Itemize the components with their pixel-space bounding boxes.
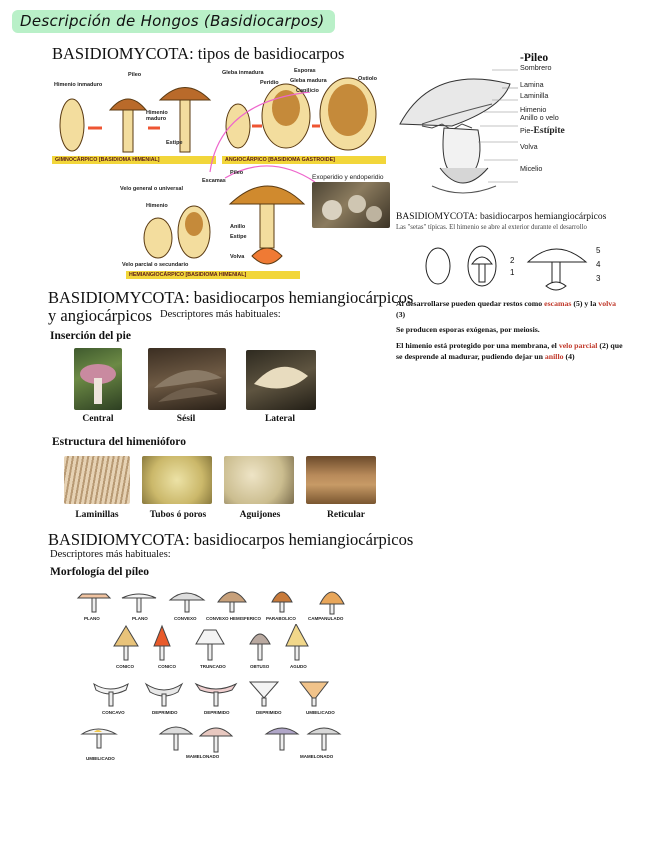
section3-heading: BASIDIOMYCOTA: basidiocarpos hemiangiocárpicos xyxy=(48,530,414,549)
hemi-label-himenio: Himenio xyxy=(146,203,168,209)
morfologia-title: Morfología del píleo xyxy=(50,566,150,578)
anatomy-label-pie: Pie xyxy=(520,126,531,136)
hemi-bar: HEMIANGIOCÁRPICO [BASIDIOMA HIMENIAL] xyxy=(126,271,300,279)
shape-label-conico-1: CONICO xyxy=(116,664,134,669)
exoperidio-photo xyxy=(312,182,390,228)
label-sesil: Sésil xyxy=(176,414,196,424)
anatomy-label-sombrero: Sombrero xyxy=(520,63,552,72)
anatomy-label-micelio: Micelio xyxy=(520,164,543,174)
hemi-label-pileo: Píleo xyxy=(230,170,244,176)
hemi-label-anillo: Anillo xyxy=(230,224,246,230)
shape-label-deprimido-2: DEPRIMIDO xyxy=(204,710,230,715)
angio-label-ostiolo: Ostiolo xyxy=(358,76,377,82)
himenoforo-title: Estructura del himenióforo xyxy=(52,436,186,448)
shape-label-parabolico: PARABOLICO xyxy=(266,616,296,621)
shapes-row2-illustration xyxy=(110,624,330,664)
hemi-diagram xyxy=(118,170,308,272)
hemi-label-velo-parcial: Velo parcial o secundario xyxy=(122,262,189,268)
note-esporas: Se producen esporas exógenas, por meiosis. xyxy=(396,325,540,334)
note-escamas: Al desarrollarse pueden quedar restos como escamas (5) y la volva (3) xyxy=(396,299,617,319)
shapes-row4-illustration xyxy=(80,722,350,756)
lateral-mushroom xyxy=(246,350,316,410)
photo-laminillas xyxy=(64,456,130,504)
label-central: Central xyxy=(82,414,114,424)
label-aguijones: Aguijones xyxy=(239,510,281,520)
shape-label-agudo: AGUDO xyxy=(290,664,307,669)
gimno-label-pileo: Pileo xyxy=(128,72,142,78)
development-diagram xyxy=(418,240,618,292)
section2-heading-line1: BASIDIOMYCOTA: basidiocarpos hemiangiocárpicos xyxy=(48,288,414,307)
photo-tubos-poros xyxy=(142,456,212,504)
section2-descriptores: Descriptores más habituales: xyxy=(160,309,281,320)
section1-heading: BASIDIOMYCOTA: tipos de basidiocarpos xyxy=(52,44,345,63)
shapes-row3-illustration xyxy=(92,678,342,708)
anatomy-label-volva: Volva xyxy=(520,142,538,152)
shapes-row2 xyxy=(110,624,330,664)
shape-label-campanulado: CAMPANULADO xyxy=(308,616,344,621)
note-velo: El himenio está protegido por una membrana, el velo parcial (2) que se desprende al madurar, pudiendo dejar un anillo (4) xyxy=(396,341,623,361)
gimno-bar: GIMNOCÁRPICO [BASIDIOMA HIMENIAL] xyxy=(52,156,216,164)
photo-sesil xyxy=(148,348,226,410)
gimno-label-estipe: Estipe xyxy=(166,140,183,146)
section2-heading-line2: y angiocárpicos xyxy=(48,306,153,325)
section3-descriptores: Descriptores más habituales: xyxy=(50,549,171,560)
anatomy-label-himenio: Himenio xyxy=(520,104,547,114)
shape-label-plano-2: PLANO xyxy=(132,616,148,621)
label-laminillas: Laminillas xyxy=(75,510,119,520)
angio-label-esporas: Esporas xyxy=(294,68,316,74)
label-tubos-poros: Tubos ó poros xyxy=(149,510,207,520)
dev-num-1: 1 xyxy=(510,268,515,277)
hemi-label-escamas: Escamas xyxy=(202,178,226,184)
anatomy-label-anillo: Anillo o velo xyxy=(520,112,559,122)
anatomy-pileo-label: -Pileo xyxy=(520,52,549,64)
shape-label-mamelonado-2: MAMELONADO xyxy=(300,754,334,759)
angio-bar: ANGIOCÁRPICO [BASIDIOMA GASTROIDE] xyxy=(222,156,386,164)
development-illustration xyxy=(418,240,618,292)
shape-label-concavo: CONCAVO xyxy=(102,710,125,715)
shapes-row1 xyxy=(76,586,366,620)
shape-label-conico-2: CONICO xyxy=(158,664,176,669)
anatomy-label-list xyxy=(520,64,565,174)
shape-label-deprimido-1: DEPRIMIDO xyxy=(152,710,178,715)
shapes-row4 xyxy=(80,722,350,756)
gimno-label-himenio-maduro: Himenio maduro xyxy=(146,110,168,122)
shape-label-deprimido-3: DEPRIMIDO xyxy=(256,710,282,715)
shape-label-umbilicado-2: UMBILICADO xyxy=(86,756,115,761)
puffball-shapes xyxy=(312,182,390,228)
photo-aguijones xyxy=(224,456,294,504)
dev-num-3: 3 xyxy=(596,274,601,283)
hemi-right-heading: BASIDIOMYCOTA: basidiocarpos hemiangiocárpicos xyxy=(396,212,607,222)
central-mushroom xyxy=(74,348,122,410)
shape-label-mamelonado-1: MAMELONADO xyxy=(186,754,220,759)
gimno-label-himenio-inmaduro: Himenio inmaduro xyxy=(54,82,103,88)
photo-lateral xyxy=(246,350,316,410)
hemi-label-estipe: Estipe xyxy=(230,234,247,240)
anatomy-diagram xyxy=(392,64,612,202)
shape-label-obtuso: OBTUSO xyxy=(250,664,270,669)
anatomy-label-laminilla: Laminilla xyxy=(520,91,549,101)
exoperidio-label: Exoperidio y endoperidio xyxy=(312,174,384,181)
shape-label-convexo: CONVEXO xyxy=(174,616,197,621)
hemi-right-subtitle: Las "setas" típicas. El himenio se abre al exterior durante el desarrollo xyxy=(396,224,587,231)
dev-num-4: 4 xyxy=(596,260,601,269)
angio-label-capilicio: Capilicio xyxy=(296,88,319,94)
dev-num-2: 2 xyxy=(510,256,515,265)
angio-label-gleba-madura: Gleba madura xyxy=(290,78,327,84)
dev-num-5: 5 xyxy=(596,246,601,255)
anatomy-illustration xyxy=(392,64,612,202)
label-reticular: Reticular xyxy=(327,510,365,520)
insercion-title: Inserción del pie xyxy=(50,330,131,342)
label-lateral: Lateral xyxy=(264,414,296,424)
angio-label-peridio: Peridio xyxy=(260,80,279,86)
anatomy-label-lamina: Lamina xyxy=(520,80,544,90)
page-title: Descripción de Hongos (Basidiocarpos) xyxy=(12,10,335,33)
sesil-mushroom xyxy=(148,348,226,410)
angio-label-gleba-inmadura: Gleba inmadura xyxy=(222,70,264,76)
shapes-row1-illustration xyxy=(76,586,366,616)
shape-label-umbilicado-1: UMBILICADO xyxy=(306,710,335,715)
hemi-label-velo-general: Velo general o universal xyxy=(120,186,183,192)
hemi-label-volva: Volva xyxy=(230,254,245,260)
shapes-row3 xyxy=(92,678,342,708)
photo-central xyxy=(74,348,122,410)
photo-reticular xyxy=(306,456,376,504)
anatomy-label-estipite: -Estípite xyxy=(530,126,565,137)
shape-label-plano-1: PLANO xyxy=(84,616,100,621)
shape-label-convexo-hemisferico: CONVEXO HEMISFERICO xyxy=(206,616,262,621)
shape-label-truncado: TRUNCADO xyxy=(200,664,226,669)
